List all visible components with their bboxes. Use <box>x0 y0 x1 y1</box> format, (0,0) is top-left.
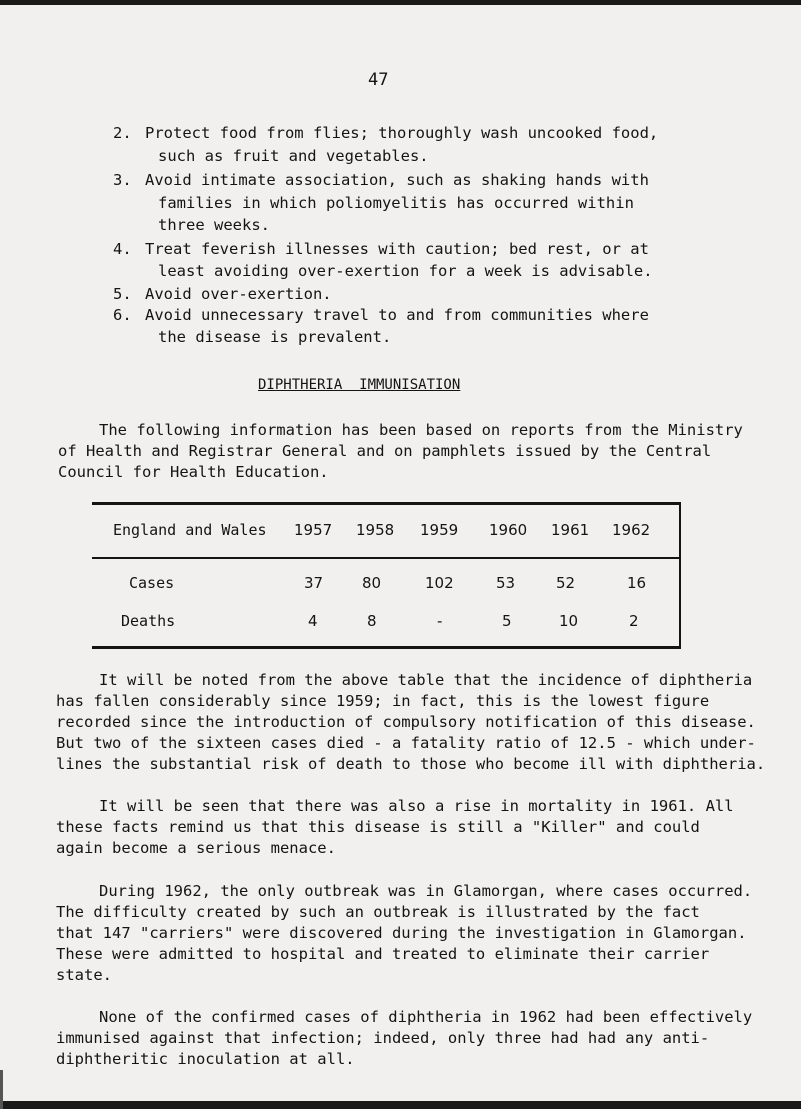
table-cell: 53 <box>496 574 516 592</box>
scan-edge-top <box>0 0 801 5</box>
list-item-line: Avoid over-exertion. <box>145 285 332 303</box>
list-item-line: Avoid unnecessary travel to and from communities where <box>145 306 649 324</box>
intro-line: of Health and Registrar General and on pamphlets issued by the Central <box>58 442 712 460</box>
paragraph-line: None of the confirmed cases of diphtheria in 1962 had been effectively <box>99 1008 753 1026</box>
table-row-label: Cases <box>129 574 175 592</box>
section-heading: DIPHTHERIA IMMUNISATION <box>258 377 461 393</box>
table-cell: 8 <box>367 612 377 630</box>
table-cell: 52 <box>556 574 576 592</box>
list-item-line: three weeks. <box>158 216 270 234</box>
paragraph-line: lines the substantial risk of death to those who become ill with diphtheria. <box>56 755 766 773</box>
list-item-line: Protect food from flies; thoroughly wash uncooked food, <box>145 124 659 142</box>
paragraph-line: diphtheritic inoculation at all. <box>56 1050 355 1068</box>
paragraph-line: But two of the sixteen cases died - a fatality ratio of 12.5 - which under- <box>56 734 756 752</box>
table-year-header: 1962 <box>612 521 651 539</box>
table-cell: 10 <box>559 612 579 630</box>
table-year-header: 1960 <box>489 521 528 539</box>
list-item-number: 2. <box>113 124 132 142</box>
paragraph-line: has fallen considerably since 1959; in fact, this is the lowest figure <box>56 692 710 710</box>
scan-edge-left <box>0 1070 3 1109</box>
scan-edge-bottom <box>0 1101 801 1109</box>
list-item-number: 4. <box>113 240 132 258</box>
list-item-line: the disease is prevalent. <box>158 328 392 346</box>
table-cell: 5 <box>502 612 512 630</box>
table-cell: 37 <box>304 574 324 592</box>
table-header-label: England and Wales <box>113 521 267 539</box>
paragraph-line: state. <box>56 966 112 984</box>
paragraph-line: These were admitted to hospital and treated to eliminate their carrier <box>56 945 710 963</box>
paragraph-line: again become a serious menace. <box>56 839 336 857</box>
list-item-line: Treat feverish illnesses with caution; bed rest, or at <box>145 240 649 258</box>
diphtheria-table <box>92 502 681 649</box>
intro-line: The following information has been based on reports from the Ministry <box>99 421 743 439</box>
list-item-line: such as fruit and vegetables. <box>158 147 429 165</box>
list-item-number: 5. <box>113 285 132 303</box>
paragraph-line: immunised against that infection; indeed, only three had had any anti- <box>56 1029 710 1047</box>
table-cell: 4 <box>308 612 318 630</box>
paragraph-line: It will be noted from the above table that the incidence of diphtheria <box>99 671 753 689</box>
intro-line: Council for Health Education. <box>58 463 329 481</box>
paragraph-line: During 1962, the only outbreak was in Glamorgan, where cases occurred. <box>99 882 753 900</box>
table-right-border <box>679 502 681 649</box>
list-item-line: least avoiding over-exertion for a week is advisable. <box>158 262 653 280</box>
table-row-label: Deaths <box>121 612 176 630</box>
paragraph-line: The difficulty created by such an outbreak is illustrated by the fact <box>56 903 700 921</box>
table-cell: 2 <box>629 612 639 630</box>
table-year-header: 1958 <box>356 521 395 539</box>
list-item-line: families in which poliomyelitis has occurred within <box>158 194 634 212</box>
list-item-number: 6. <box>113 306 132 324</box>
table-year-header: 1961 <box>551 521 590 539</box>
page-number: 47 <box>368 70 389 90</box>
table-bottom-rule <box>92 646 681 649</box>
table-year-header: 1959 <box>420 521 459 539</box>
table-cell: 80 <box>362 574 382 592</box>
table-cell: - <box>437 612 443 630</box>
paragraph-line: these facts remind us that this disease is still a "Killer" and could <box>56 818 700 836</box>
table-cell: 16 <box>627 574 647 592</box>
table-header-rule <box>92 557 681 559</box>
paragraph-line: recorded since the introduction of compulsory notification of this disease. <box>56 713 756 731</box>
paragraph-line: It will be seen that there was also a rise in mortality in 1961. All <box>99 797 734 815</box>
list-item-line: Avoid intimate association, such as shaking hands with <box>145 171 649 189</box>
table-top-rule <box>92 502 681 505</box>
table-year-header: 1957 <box>294 521 333 539</box>
table-cell: 102 <box>425 574 454 592</box>
paragraph-line: that 147 "carriers" were discovered during the investigation in Glamorgan. <box>56 924 747 942</box>
list-item-number: 3. <box>113 171 132 189</box>
